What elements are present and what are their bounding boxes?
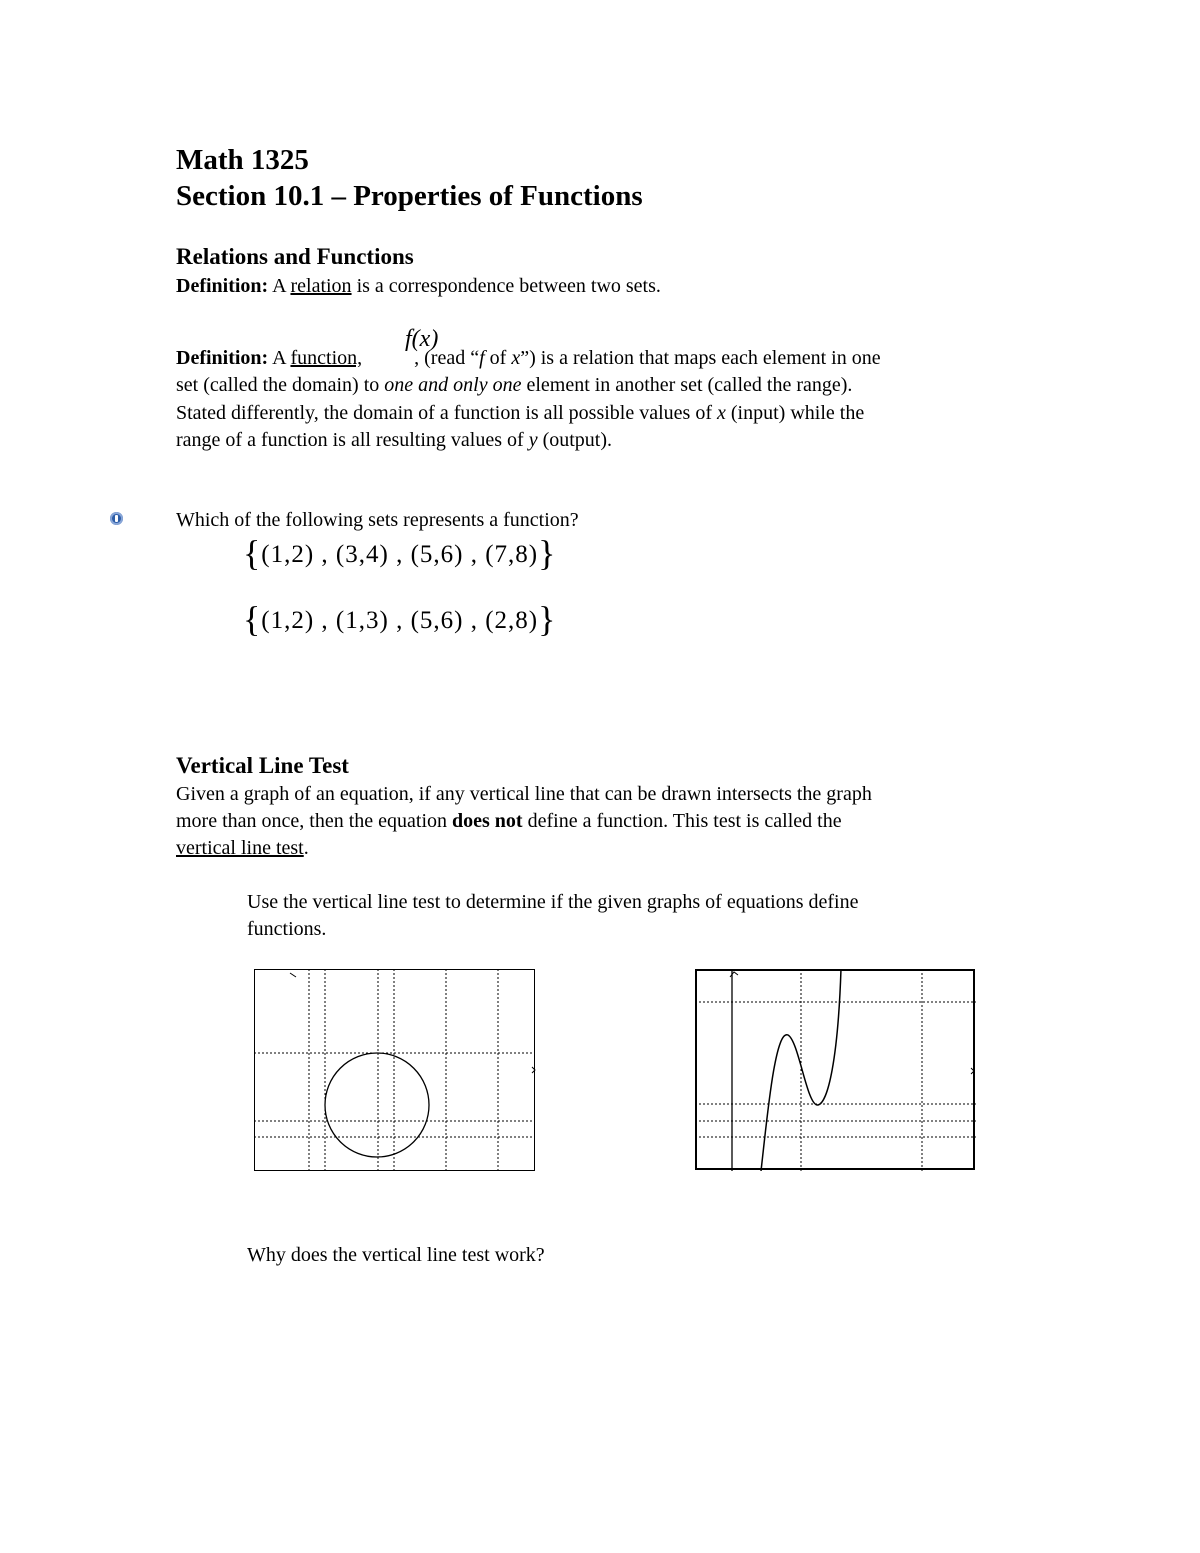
brace-close: } xyxy=(538,533,557,573)
definition-label: Definition: xyxy=(176,347,269,369)
function-definition-line-1 xyxy=(176,345,881,372)
text: set (called the domain) to xyxy=(176,374,385,396)
brace-open: { xyxy=(243,533,262,573)
set-1-pairs: (1,2) , (3,4) , (5,6) , (7,8) xyxy=(261,541,539,568)
vlt-line-3 xyxy=(176,835,309,862)
text: define a function. This test is called the xyxy=(522,810,842,832)
vlt-line-1: Given a graph of an equation, if any vertical line that can be drawn intersects the graph xyxy=(176,783,872,805)
function-term: function, xyxy=(290,347,363,369)
vlt-heading: Vertical Line Test xyxy=(176,753,349,778)
text: (output). xyxy=(537,429,613,451)
function-question: Which of the following sets represents a function? xyxy=(176,509,579,531)
text: (input) while the xyxy=(725,402,865,424)
info-bullet-icon xyxy=(110,512,123,525)
relation-term: relation xyxy=(290,275,352,297)
relations-heading: Relations and Functions xyxy=(176,244,414,269)
text: of xyxy=(484,347,512,369)
text: , (read “ xyxy=(414,347,480,369)
text: is a correspondence between two sets. xyxy=(351,275,661,297)
definition-label: Definition: xyxy=(176,275,269,297)
text: range of a function is all resulting values of xyxy=(176,429,529,451)
vlt-term: vertical line test xyxy=(176,837,304,859)
vlt-instruction-2: functions. xyxy=(247,918,327,940)
set-2-pairs: (1,2) , (1,3) , (5,6) , (2,8) xyxy=(261,607,539,634)
text: Stated differently, the domain of a function is all possible values of xyxy=(176,402,717,424)
bold-text: does not xyxy=(452,810,523,832)
text: x xyxy=(511,347,521,369)
brace-open: { xyxy=(243,599,262,639)
fx-notation: f(x) xyxy=(405,326,439,352)
set-2 xyxy=(243,598,556,640)
vlt-instruction-1: Use the vertical line test to determine if the given graphs of equations define xyxy=(247,891,859,913)
why-question: Why does the vertical line test work? xyxy=(247,1244,545,1266)
relation-definition xyxy=(176,273,661,300)
text: x xyxy=(717,402,726,424)
function-definition-line-3 xyxy=(176,400,864,427)
cubic-graph xyxy=(695,969,976,1171)
text: element in another set (called the range). xyxy=(521,374,853,396)
function-definition-line-4 xyxy=(176,427,612,454)
graph-frame xyxy=(696,970,974,1169)
text: ”) is a relation that maps each element in one xyxy=(520,347,881,369)
section-title: Section 10.1 – Properties of Functions xyxy=(176,180,643,212)
text: . xyxy=(303,837,309,859)
text: A xyxy=(268,347,291,369)
vlt-line-2 xyxy=(176,808,842,835)
course-title: Math 1325 xyxy=(176,144,309,176)
emphasis: one and only one xyxy=(384,374,522,396)
text: more than once, then the equation xyxy=(176,810,453,832)
text: A xyxy=(268,275,291,297)
text: y xyxy=(528,429,538,451)
set-1 xyxy=(243,532,556,574)
function-definition-line-2 xyxy=(176,372,852,399)
brace-close: } xyxy=(538,599,557,639)
text: f xyxy=(479,347,485,369)
circle-graph xyxy=(254,969,536,1172)
